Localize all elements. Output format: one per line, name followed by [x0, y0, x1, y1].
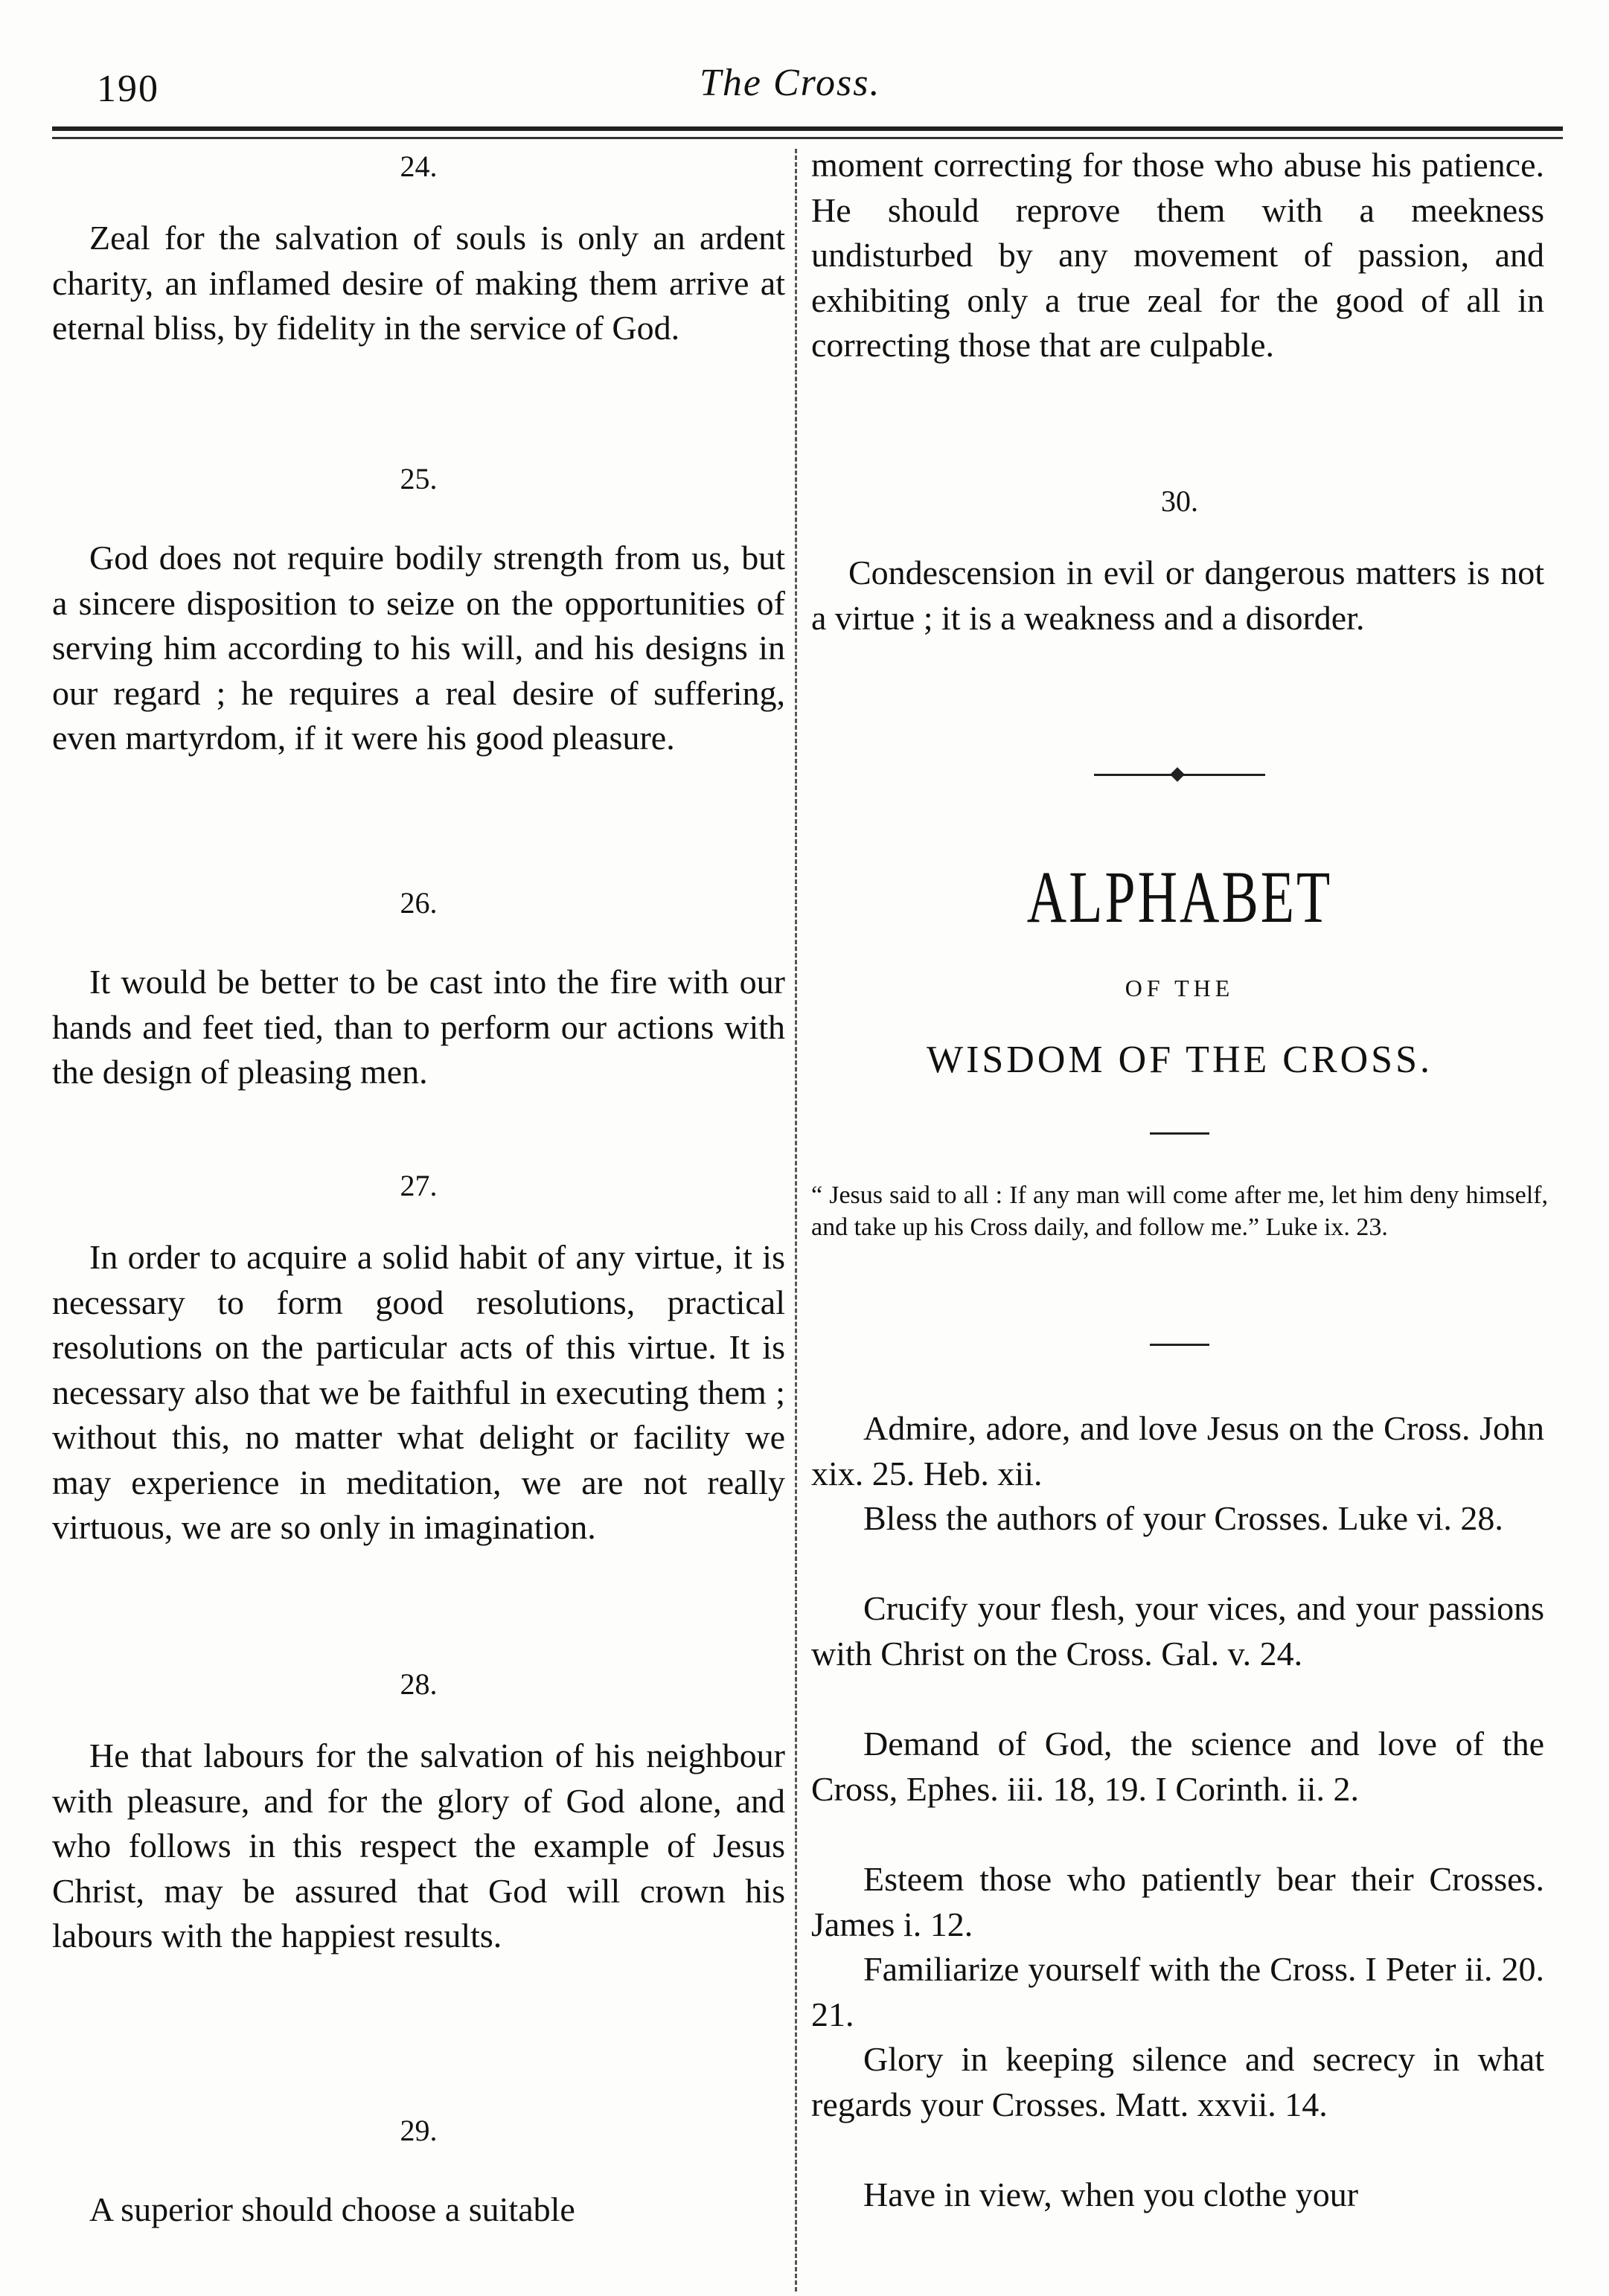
alphabet-entry-f: Familiarize yourself with the Cross. I Peter ii. 20. 21. [811, 1950, 1544, 2033]
maxim-number-24: 24. [400, 150, 438, 183]
header-rule-thin [52, 137, 1563, 139]
maxim-24-text: Zeal for the salvation of souls is only an ardent charity, an inflamed desire of making them arrive at eternal bliss, by fidelity in the service of God. [52, 219, 785, 347]
alphabet-entry-d: Demand of God, the science and love of the Cross, Ephes. iii. 18, 19. I Corinth. ii. 2. [811, 1725, 1544, 1808]
maxim-number-26: 26. [400, 886, 438, 920]
page-header [45, 52, 1563, 149]
section-subtitle-of-the: OF THE [1125, 975, 1235, 1001]
alphabet-entry-c: Crucify your flesh, your vices, and your passions with Christ on the Cross. Gal. v. 24. [811, 1589, 1544, 1673]
short-rule [1150, 1344, 1209, 1346]
maxim-26-text: It would be better to be cast into the fire with our hands and feet tied, than to perform our actions with the design of pleasing men. [52, 963, 785, 1091]
column-divider [795, 149, 797, 2292]
maxim-29-continued: moment correcting for those who abuse his patience. He should reprove them with a meekness undisturbed by any movement of passion, and exhibiting only a true zeal for the good of all in correcting those that are culpable. [811, 146, 1544, 364]
maxim-28-text: He that labours for the salvation of his neighbour with pleasure, and for the glory of God alone, and who follows in this respect the example of Jesus Christ, may be assured that God will crown his labours with the happiest results. [52, 1737, 785, 1955]
alphabet-entry-a: Admire, adore, and love Jesus on the Cross. John xix. 25. Heb. xii. [811, 1409, 1544, 1492]
running-title: The Cross. [700, 62, 881, 104]
maxim-30-text: Condescension in evil or dangerous matters is not a virtue ; it is a weakness and a disorder. [811, 554, 1544, 637]
alphabet-entry-g: Glory in keeping silence and secrecy in what regards your Crosses. Matt. xxvii. 14. [811, 2040, 1544, 2123]
page-number: 190 [97, 68, 159, 110]
maxim-29-text: A superior should choose a suitable [89, 2190, 575, 2228]
section-subtitle: WISDOM OF THE CROSS. [926, 1039, 1433, 1081]
maxim-27-text: In order to acquire a solid habit of any virtue, it is necessary to form good resolutions, practical resolutions on the particular acts of this virtue. It is necessary also that we be faithful in executing them ; without this, no matter what delight or facility we may experience in meditation, we are not really virtuous, we are so only in imagination. [52, 1238, 785, 1546]
section-title: ALPHABET [1026, 856, 1333, 940]
alphabet-entry-b: Bless the authors of your Crosses. Luke vi. 28. [863, 1499, 1503, 1537]
ornament-diamond [1170, 767, 1185, 782]
short-rule [1150, 1132, 1209, 1135]
maxim-number-27: 27. [400, 1169, 438, 1202]
alphabet-entry-e: Esteem those who patiently bear their Crosses. James i. 12. [811, 1860, 1544, 1943]
alphabet-entry-h: Have in view, when you clothe your [863, 2175, 1359, 2213]
maxim-number-25: 25. [400, 462, 438, 496]
maxim-25-text: God does not require bodily strength from us, but a sincere disposition to seize on the opportunities of serving him according to his will, and his designs in our regard ; he requires a real desire of suffering, even martyrdom, if it were his good pleasure. [52, 539, 785, 757]
maxim-number-28: 28. [400, 1667, 438, 1701]
epigraph: “ Jesus said to all : If any man will come after me, let him deny himself, and take up his Cross daily, and follow me.” Luke ix. 23. [811, 1181, 1548, 1241]
header-rule [52, 126, 1563, 131]
maxim-number-29: 29. [400, 2114, 438, 2147]
maxim-number-30: 30. [1161, 484, 1198, 518]
